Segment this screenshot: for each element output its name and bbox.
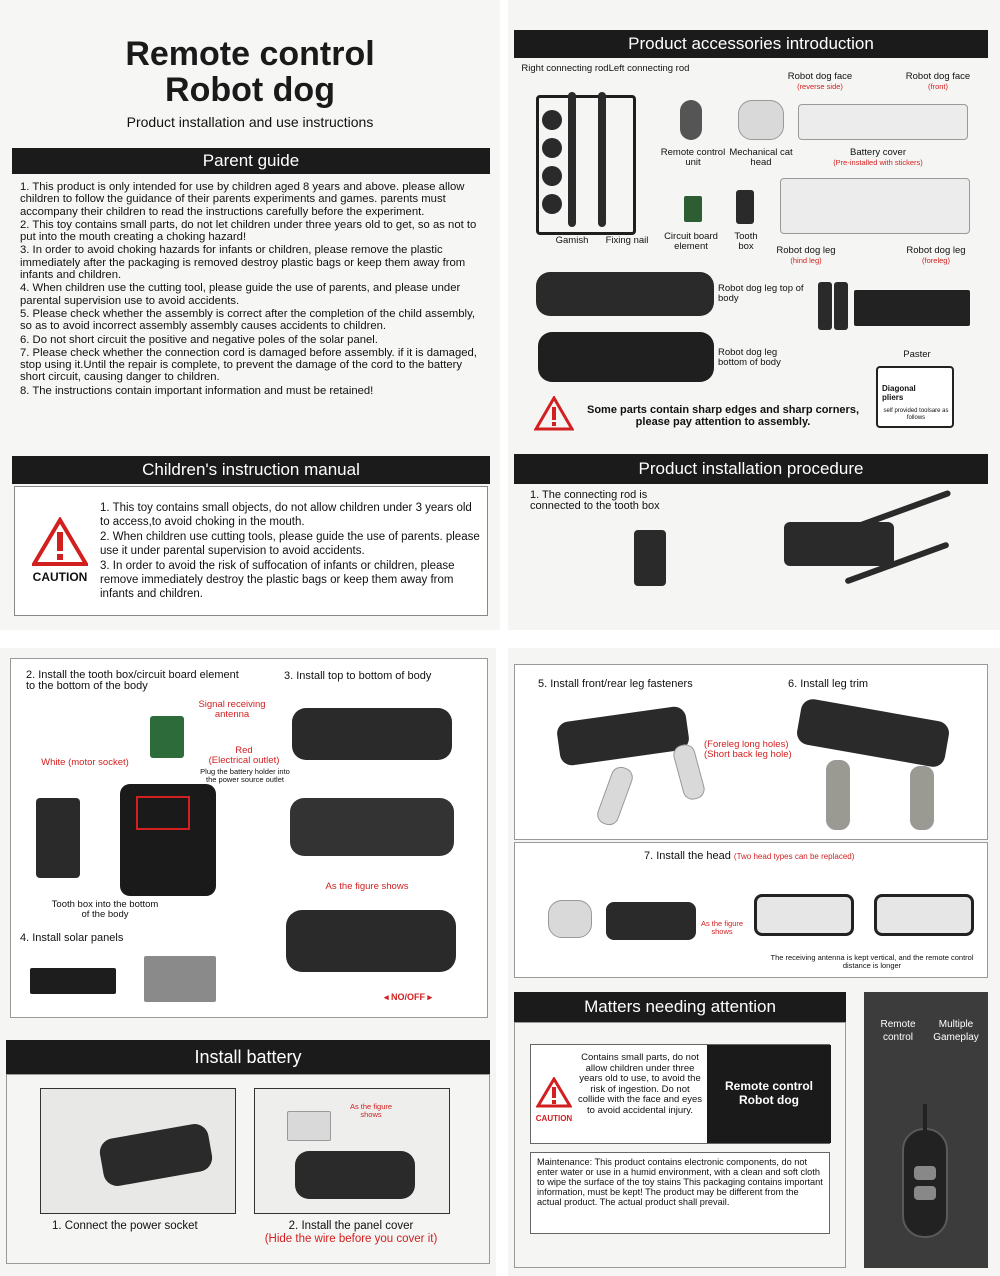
hind-leg-text: Robot dog leg [776,245,836,256]
procedure-header: Product installation procedure [514,454,988,484]
body-top-part [536,272,714,316]
sharp-warning: Some parts contain sharp edges and sharp corners, please pay attention to assembly. [586,404,860,428]
attention-header: Matters needing attention [514,992,846,1022]
cat-head-image [548,900,592,938]
battery-cover-sub: (Pre-installed with stickers) [833,158,923,167]
attention-caution [533,1077,575,1123]
battery-photo-2 [254,1088,450,1214]
maintenance-text: Maintenance: This product contains electronic components, do not enter water or use in a humid environment, with a clean and soft cloth to wipe the surface of the toy stains This packaging contains important information, must be kept! The product may be different from the actual product. The actual product shall prevail. [537,1157,823,1207]
face-front-text: Robot dog face [905,71,971,82]
children-rule: 1. This toy contains small objects, do not allow children under 3 years old to access,to avoid choking in the mouth. [100,502,472,528]
label-fixing-nail: Fixing nail [605,235,649,246]
dog-no-head-image [606,902,696,940]
maintenance-card [530,1152,830,1234]
label-tooth-box: Tooth box [734,231,758,252]
step7-title: 7. Install the head [644,850,731,862]
dog-cat-head-image [874,894,974,936]
battery-photo-1 [40,1088,236,1214]
gamish-disc [542,194,562,214]
pliers-sub: self provided toolsare as follows [883,408,949,421]
children-rule: 2. When children use cutting tools, please guide the use of parents. please use it under parental supervision to avoid accidents. [100,531,480,557]
label-paster: Paster [903,349,931,360]
solar-panel-part [818,282,832,330]
leg-image [910,766,934,830]
tooth-box-part [736,190,754,224]
switch-label: ◂ NO/OFF ▸ [383,992,433,1002]
step5-text: 5. Install front/rear leg fasteners [538,678,693,690]
parent-guide-header: Parent guide [12,148,490,174]
label-face-reverse [770,72,870,92]
warning-triangle-icon [536,1077,572,1109]
antenna-note: The receiving antenna is kept vertical, and the remote control distance is longer [770,953,974,970]
warning-triangle-icon [534,396,574,432]
parent-rule: 4. When children use the cutting tool, please guide the use of parents, and please under parental supervision use to avoid accidents. [20,282,461,307]
label-red [196,746,292,766]
battery-step2 [246,1220,456,1246]
rod-image [837,490,952,537]
battery-step2-text: 2. Install the panel cover [288,1220,414,1232]
children-rule: 3. In order to avoid the risk of suffocation of infants or children, please remove immediately destroy the plastic bags or keep them away from infants and children. [100,560,455,600]
body-open-image [290,798,454,856]
label-as-shown: As the figure shows [325,881,409,892]
solar-panel-image [30,968,116,994]
dog-robot-head-image [754,894,854,936]
gamish-disc [542,166,562,186]
label-white: White (motor socket) [41,757,129,768]
title [60,36,440,108]
label-circuit: Circuit board element [664,231,718,252]
page-installation-left [0,648,496,1276]
battery-photo-body [295,1151,415,1199]
children-manual-header: Children's instruction manual [12,456,490,484]
parent-rule: 2. This toy contains small parts, do not let children under three years old to get, so as not to put into the mouth creating a choking hazard! [20,218,477,244]
label-right-rod: Right connecting rod [521,63,609,74]
remote-control-part [680,100,702,140]
circuit-board-part [684,196,702,222]
connecting-rod [568,92,576,227]
parent-rule: 3. In order to avoid choking hazards for infants or children, please remove the plastic immediately after the packaging is removed destroy plastic bags or keep them away from infants and children. [20,244,466,282]
parent-rules [20,181,478,398]
paster-part [854,290,970,326]
cat-head-part [738,100,784,140]
foreleg-note-text: (Foreleg long holes) [704,739,789,750]
label-face-front [888,72,988,92]
brand-panel [707,1045,831,1143]
hind-leg-sub: (hind leg) [790,256,822,265]
page-parent-guide [0,0,500,630]
side-remote-label: Remote control [880,1019,916,1043]
solar-panel-image [144,956,216,1002]
children-rules [100,501,480,602]
panel-cover-image [287,1111,331,1141]
connecting-rod [598,92,606,227]
face-sprue [798,104,968,140]
remote-device-image [902,1128,948,1238]
label-gamish: Gamish [555,235,589,246]
subtitle: Product installation and use instructions [126,114,374,130]
fore-leg-text: Robot dog leg [906,245,966,256]
side-multiple-label: Multiple Gameplay [933,1019,979,1043]
body-closed-image [286,910,456,972]
brand-line-2: Robot dog [739,1093,799,1107]
attention-card [530,1044,830,1144]
label-top-body: Robot dog leg top of body [718,283,804,304]
tooth-box-image [36,798,80,878]
remote-antenna [923,1104,927,1130]
step7-note: (Two head types can be replaced) [733,852,855,861]
leg-image [826,760,850,830]
label-signal: Signal receiving antenna [198,699,266,720]
warning-triangle-icon [32,517,88,567]
battery-header: Install battery [6,1040,490,1074]
battery-step2-note: (Hide the wire before you cover it) [264,1233,438,1245]
tooth-box-image [634,530,666,586]
body-bottom-part [538,332,714,382]
children-manual-box [14,486,488,616]
solar-panel-part [834,282,848,330]
step7-text [644,850,944,862]
label-bottom-body: Robot dog leg bottom of body [718,347,781,368]
circuit-board-image [150,716,184,758]
attention-caution-label: CAUTION [535,1114,573,1123]
face-reverse-sub: (reverse side) [797,82,843,91]
parent-rule: 6. Do not short circuit the positive and negative poles of the solar panel. [20,333,378,346]
foreleg-note [704,740,804,760]
step1-text: 1. The connecting rod is connected to the tooth box [530,489,660,512]
red-text: Red [235,745,253,756]
remote-button [914,1166,936,1180]
as-shown-small: As the figure shows [349,1102,393,1119]
red-sub: (Electrical outlet) [208,755,280,766]
backleg-note-text: (Short back leg hole) [704,749,792,760]
pliers-label: Diagonal pliers [882,384,916,402]
caution-label: CAUTION [32,570,88,584]
label-battery-cover [808,148,948,168]
as-shown-arrow: As the figure shows [700,919,744,936]
red-socket-highlight [136,796,190,830]
title-line-1: Remote control [125,35,375,73]
caution-block [25,517,95,584]
label-fore-leg [896,246,976,266]
gamish-disc [542,138,562,158]
label-hind-leg [766,246,846,266]
plug-note: Plug the battery holder into the power source outlet [200,767,290,784]
accessories-header: Product accessories introduction [514,30,988,58]
page-accessories [508,0,1000,630]
switch-text: NO/OFF [391,992,425,1002]
pliers-box [876,366,954,428]
face-front-sub: (front) [927,82,948,91]
battery-step1: 1. Connect the power socket [52,1220,198,1232]
step3-text: 3. Install top to bottom of body [284,670,432,682]
parent-rule: 1. This product is only intended for use by children aged 8 years and above. please allow children to follow the guidance of their parents experiments and games. parents must accompany their children to read the instructions carefully before the experiment. [20,181,465,218]
side-panel [864,992,988,1268]
parent-rule: 8. The instructions contain important information and must be retained! [20,384,374,397]
label-cat-head: Mechanical cat head [729,147,793,168]
parent-rule: 7. Please check whether the connection cord is damaged before assembly. if it is damaged, stop using it.Until the repair is complete, to prevent the damage of the cord to the battery short circuit, causing danger to children. [20,346,477,384]
step2-text: 2. Install the tooth box/circuit board element to the bottom of the body [26,669,239,692]
page-installation-right [508,648,1000,1276]
step6-text: 6. Install leg trim [788,678,869,690]
label-remote: Remote control unit [660,147,726,168]
legs-sprue [780,178,970,234]
battery-cover-text: Battery cover [850,147,906,158]
attention-text: Contains small parts, do not allow children under three years old to use, to avoid the risk of ingestion. Do not collide with the face and eyes to avoid accidental injury. [577,1052,703,1116]
face-reverse-text: Robot dog face [787,71,853,82]
label-left-rod: Left connecting rod [608,63,690,74]
fore-leg-sub: (foreleg) [922,256,950,265]
remote-button [914,1186,936,1200]
step4-text: 4. Install solar panels [20,932,124,944]
battery-photo-body [98,1122,215,1188]
label-tooth-into: Tooth box into the bottom of the body [51,899,159,920]
body-top-image [292,708,452,760]
brand-line-1: Remote control [724,1079,813,1093]
gamish-disc [542,110,562,130]
parent-rule: 5. Please check whether the assembly is correct after the completion of the child assembly, so as to avoid incorrect assembly assembly causes accidents to children. [20,307,476,333]
title-line-2: Robot dog [165,71,335,109]
